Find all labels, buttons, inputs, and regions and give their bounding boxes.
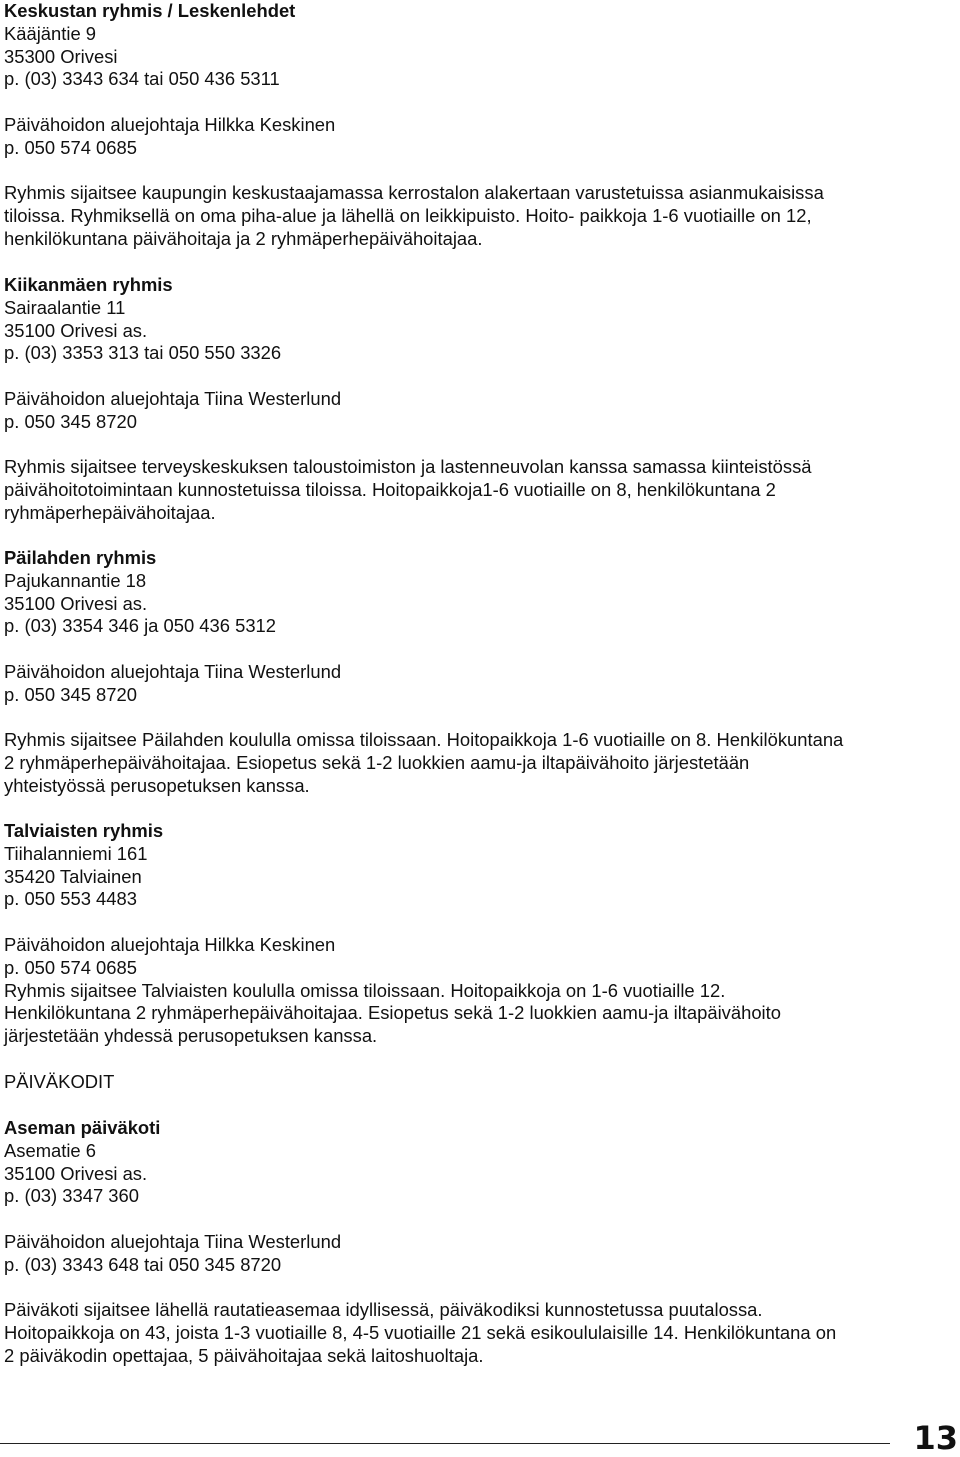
address: Sairaalantie 11 bbox=[4, 296, 126, 318]
section-title: Kiikanmäen ryhmis bbox=[4, 274, 173, 295]
postal-code: 35100 Orivesi as. bbox=[4, 592, 148, 614]
manager: Päivähoidon aluejohtaja Tiina Westerlund bbox=[4, 387, 342, 409]
description-line: Ryhmis sijaitsee Päilahden koululla omissa tiloissaan. Hoitopaikkoja 1-6 vuotiaille on 8. Henkilökuntana bbox=[4, 729, 844, 751]
address: Kääjäntie 9 bbox=[4, 22, 97, 44]
phone: p. (03) 3347 360 bbox=[4, 1185, 139, 1207]
manager-phone: p. 050 345 8720 bbox=[4, 410, 137, 432]
description bbox=[4, 182, 824, 250]
description bbox=[4, 1299, 836, 1367]
description-line: ryhmäperhepäivähoitajaa. bbox=[4, 501, 216, 523]
page-number: 13 bbox=[913, 1419, 958, 1457]
manager: Päivähoidon aluejohtaja Tiina Westerlund bbox=[4, 1230, 342, 1252]
phone: p. (03) 3354 346 ja 050 436 5312 bbox=[4, 615, 276, 637]
section-kiikanmaen-ryhmis bbox=[4, 274, 812, 525]
address: Asematie 6 bbox=[4, 1139, 96, 1161]
postal-code: 35100 Orivesi as. bbox=[4, 1162, 148, 1184]
description-line: 2 ryhmäperhepäivähoitajaa. Esiopetus sekä 1-2 luokkien aamu-ja iltapäivähoito järjestetään bbox=[4, 752, 750, 774]
description-line: Ryhmis sijaitsee terveyskeskuksen taloustoimiston ja lastenneuvolan kanssa samassa kiinteistössä bbox=[4, 456, 812, 478]
section-talviaisten-ryhmis bbox=[4, 820, 781, 1048]
description-line: Ryhmis sijaitsee kaupungin keskustaajamassa kerrostalon alakertaan varustetuissa asianmukaisissa bbox=[4, 182, 824, 204]
description-line: järjestetään yhdessä perusopetuksen kanssa. bbox=[4, 1025, 378, 1047]
footer-rule bbox=[0, 1443, 890, 1444]
description bbox=[4, 980, 781, 1048]
description-line: Henkilökuntana 2 ryhmäperhepäivähoitajaa. Esiopetus sekä 1-2 luokkien aamu-ja iltapäivähoito bbox=[4, 1002, 781, 1024]
description-line: Hoitopaikkoja on 43, joista 1-3 vuotiaille 8, 4-5 vuotiaille 21 sekä esikoululaisille 14. Henkilökuntana on bbox=[4, 1322, 837, 1344]
section-pailahden-ryhmis bbox=[4, 547, 843, 798]
description bbox=[4, 456, 812, 524]
postal-code: 35100 Orivesi as. bbox=[4, 319, 148, 341]
description bbox=[4, 729, 843, 797]
section-title: Keskustan ryhmis / Leskenlehdet bbox=[4, 0, 296, 21]
heading-paivakodit: PÄIVÄKODIT bbox=[4, 1071, 115, 1092]
address: Tiihalanniemi 161 bbox=[4, 842, 148, 864]
manager-phone: p. 050 574 0685 bbox=[4, 956, 137, 978]
postal-code: 35300 Orivesi bbox=[4, 45, 118, 67]
section-aseman-paivakoti bbox=[4, 1117, 836, 1368]
section-title: Talviaisten ryhmis bbox=[4, 820, 164, 841]
description-line: yhteistyössä perusopetuksen kanssa. bbox=[4, 774, 310, 796]
manager: Päivähoidon aluejohtaja Tiina Westerlund bbox=[4, 660, 342, 682]
section-title: Aseman päiväkoti bbox=[4, 1117, 161, 1138]
manager: Päivähoidon aluejohtaja Hilkka Keskinen bbox=[4, 933, 336, 955]
description-line: Päiväkoti sijaitsee lähellä rautatieasemaa idyllisessä, päiväkodiksi kunnostetussa puutalossa. bbox=[4, 1299, 763, 1321]
description-line: Ryhmis sijaitsee Talviaisten koululla omissa tiloissaan. Hoitopaikkoja on 1-6 vuotiaille 12. bbox=[4, 979, 726, 1001]
address: Pajukannantie 18 bbox=[4, 569, 147, 591]
description-line: tiloissa. Ryhmiksellä on oma piha-alue ja lähellä on leikkipuisto. Hoito- paikkoja 1-6 vuotiaille on 12, bbox=[4, 205, 812, 227]
description-line: 2 päiväkodin opettajaa, 5 päivähoitajaa sekä laitoshuoltaja. bbox=[4, 1344, 484, 1366]
description-line: päivähoitotoimintaan kunnostetuissa tiloissa. Hoitopaikkoja1-6 vuotiaille on 8, henkilökuntana 2 bbox=[4, 479, 776, 501]
phone: p. (03) 3343 634 tai 050 436 5311 bbox=[4, 68, 280, 90]
description-line: henkilökuntana päivähoitaja ja 2 ryhmäperhepäivähoitajaa. bbox=[4, 227, 483, 249]
section-keskustan-ryhmis bbox=[4, 0, 824, 251]
phone: p. 050 553 4483 bbox=[4, 888, 137, 910]
manager-phone: p. 050 345 8720 bbox=[4, 683, 137, 705]
postal-code: 35420 Talviainen bbox=[4, 865, 142, 887]
section-title: Päilahden ryhmis bbox=[4, 547, 157, 568]
phone: p. (03) 3353 313 tai 050 550 3326 bbox=[4, 342, 282, 364]
manager: Päivähoidon aluejohtaja Hilkka Keskinen bbox=[4, 113, 336, 135]
manager-phone: p. (03) 3343 648 tai 050 345 8720 bbox=[4, 1253, 282, 1275]
manager-phone: p. 050 574 0685 bbox=[4, 136, 137, 158]
